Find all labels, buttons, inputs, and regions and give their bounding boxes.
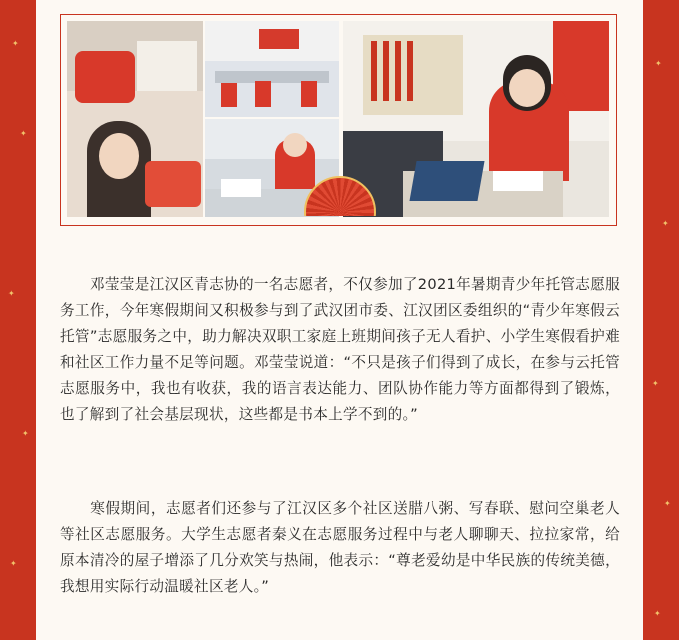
sparkle-decoration: ✦ — [8, 289, 15, 298]
photo-meeting-room — [205, 21, 339, 117]
sparkle-decoration: ✦ — [12, 39, 19, 48]
sparkle-decoration: ✦ — [10, 559, 17, 568]
paper-fan-decoration — [304, 176, 376, 216]
right-border-decoration — [643, 0, 679, 640]
sparkle-decoration: ✦ — [655, 59, 662, 68]
sparkle-decoration: ✦ — [22, 429, 29, 438]
article-page — [36, 0, 643, 640]
sparkle-decoration: ✦ — [662, 219, 669, 228]
sparkle-decoration: ✦ — [654, 609, 661, 618]
sparkle-decoration: ✦ — [664, 499, 671, 508]
sparkle-decoration: ✦ — [20, 129, 27, 138]
sparkle-decoration: ✦ — [652, 379, 659, 388]
photo-girl-with-tiger-mask — [67, 21, 203, 217]
left-border-decoration — [0, 0, 36, 640]
article-paragraph-2: 寒假期间，志愿者们还参与了江汉区多个社区送腊八粥、写春联、慰问空巢老人等社区志愿服务。大学生志愿者秦义在志愿服务过程中与老人聊聊天、拉拉家常，给原本清冷的屋子增添了几分欢笑与热闹，他表示：“尊老爱幼是中华民族的传统美德，我想用实际行动温暖社区老人。” — [60, 500, 620, 595]
article-paragraph-1: 邓莹莹是江汉区青志协的一名志愿者，不仅参加了2021年暑期青少年托管志愿服务工作，今年寒假期间又积极参与到了武汉团市委、江汉团区委组织的“青少年寒假云托管”志愿服务之中，助力解决双职工家庭上班期间孩子无人看护、小学生寒假看护难和社区工作力量不足等问题。邓莹莹说道：“不只是孩子们得到了成长，在参与云托管志愿服务中，我也有收获，我的语言表达能力、团队协作能力等方面都得到了锻炼，也了解到了社会基层现状，这些都是书本上学不到的。” — [60, 276, 620, 423]
photo-volunteer-with-tablet — [343, 21, 609, 217]
